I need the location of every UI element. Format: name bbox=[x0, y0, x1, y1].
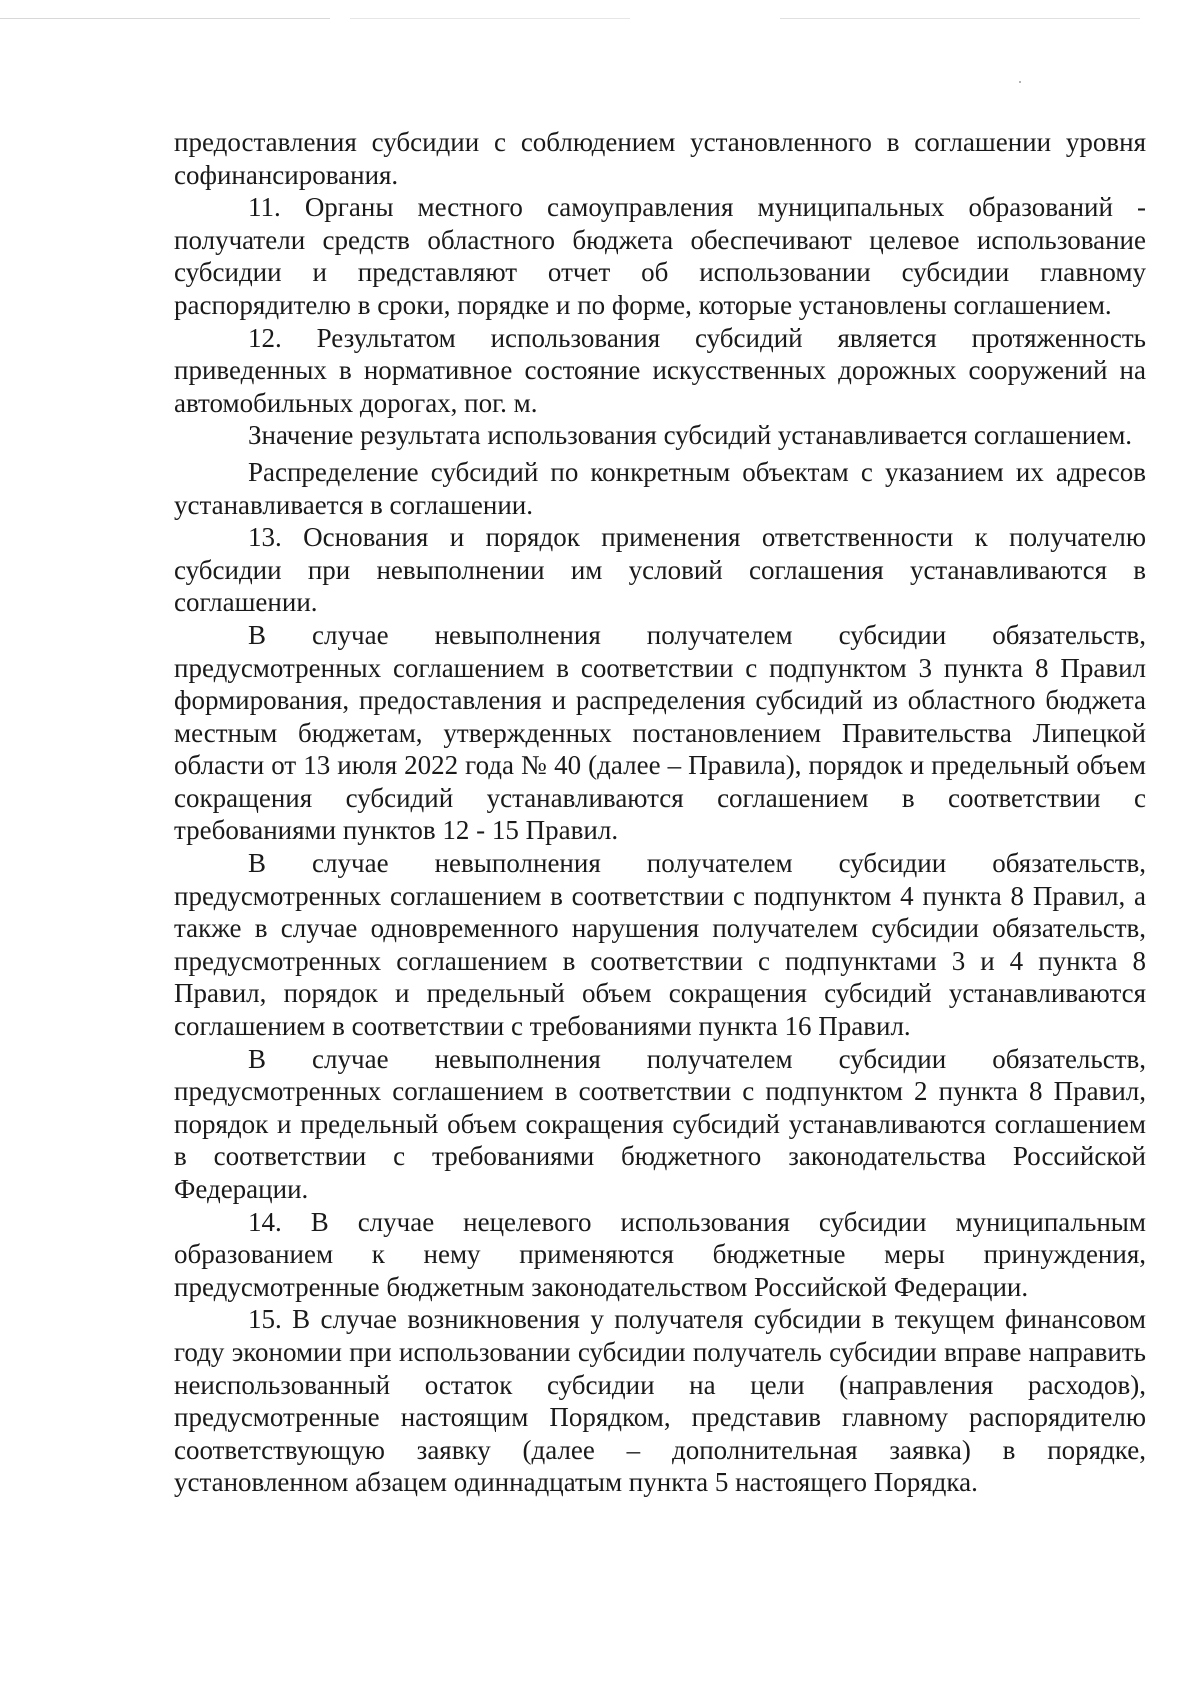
paragraph-item-14: 14. В случае нецелевого использования субсидии муниципальным образованием к нему применяются бюджетные меры принуждения, предусмотренные бюджетным законодательством Российской Федерации. bbox=[174, 1206, 1146, 1302]
paragraph-nonfulfillment-subitem-2: В случае невыполнения получателем субсидии обязательств, предусмотренных соглашением в соответствии с подпунктом 2 пункта 8 Правил, порядок и предельный объем сокращения субсидий устанавливаются соглашением в соответствии с требованиями бюджетного законодательства Российской Федерации. bbox=[174, 1043, 1146, 1204]
paragraph-item-13: 13. Основания и порядок применения ответственности к получателю субсидии при невыполнении им условий соглашения устанавливаются в соглашении. bbox=[174, 522, 1146, 618]
paragraph-result-value: Значение результата использования субсидий устанавливается соглашением. bbox=[248, 420, 1133, 451]
paragraph-item-11: 11. Органы местного самоуправления муниципальных образований - получатели средств областного бюджета обеспечивают целевое использование субсидии и представляют отчет об использовании субсидии главному распорядителю в сроки, порядке и по форме, которые установлены соглашением. bbox=[174, 192, 1146, 320]
paragraph-item-15: 15. В случае возникновения у получателя субсидии в текущем финансовом году экономии при использовании субсидии получатель субсидии вправе направить неиспользованный остаток субсидии на цели (направления расходов), предусмотренные настоящим Порядком, представив главному распорядителю соответствующую заявку (далее – дополнительная заявка) в порядке, установленном абзацем одиннадцатым пункта 5 настоящего Порядка. bbox=[174, 1304, 1146, 1498]
paragraph-nonfulfillment-subitem-4: В случае невыполнения получателем субсидии обязательств, предусмотренных соглашением в соответствии с подпунктом 4 пункта 8 Правил, а также в случае одновременного нарушения получателем субсидии обязательств, предусмотренных соглашением в соответствии с подпунктами 3 и 4 пункта 8 Правил, порядок и предельный объем сокращения субсидий устанавливаются соглашением в соответствии с требованиями пункта 16 Правил. bbox=[174, 848, 1146, 1042]
paragraph-item-12: 12. Результатом использования субсидий является протяженность приведенных в нормативное состояние искусственных дорожных сооружений на автомобильных дорогах, пог. м. bbox=[174, 322, 1146, 418]
paragraph-nonfulfillment-subitem-3: В случае невыполнения получателем субсидии обязательств, предусмотренных соглашением в соответствии с подпунктом 3 пункта 8 Правил формирования, предоставления и распределения субсидий из областного бюджета местным бюджетам, утвержденных постановлением Правительства Липецкой области от 13 июля 2022 года № 40 (далее – Правила), порядок и предельный объем сокращения субсидий устанавливаются соглашением в соответствии с требованиями пунктов 12 - 15 Правил. bbox=[174, 619, 1146, 846]
paragraph-continuation: предоставления субсидии с соблюдением установленного в соглашении уровня софинансирования. bbox=[174, 127, 1146, 190]
scan-speck bbox=[1019, 81, 1021, 83]
scan-edge-line bbox=[350, 18, 630, 19]
paragraph-distribution: Распределение субсидий по конкретным объектам с указанием их адресов устанавливается в соглашении. bbox=[174, 456, 1146, 520]
document-body bbox=[174, 126, 1146, 1499]
scan-edge-line bbox=[780, 18, 1140, 19]
scan-edge-line bbox=[0, 18, 330, 19]
